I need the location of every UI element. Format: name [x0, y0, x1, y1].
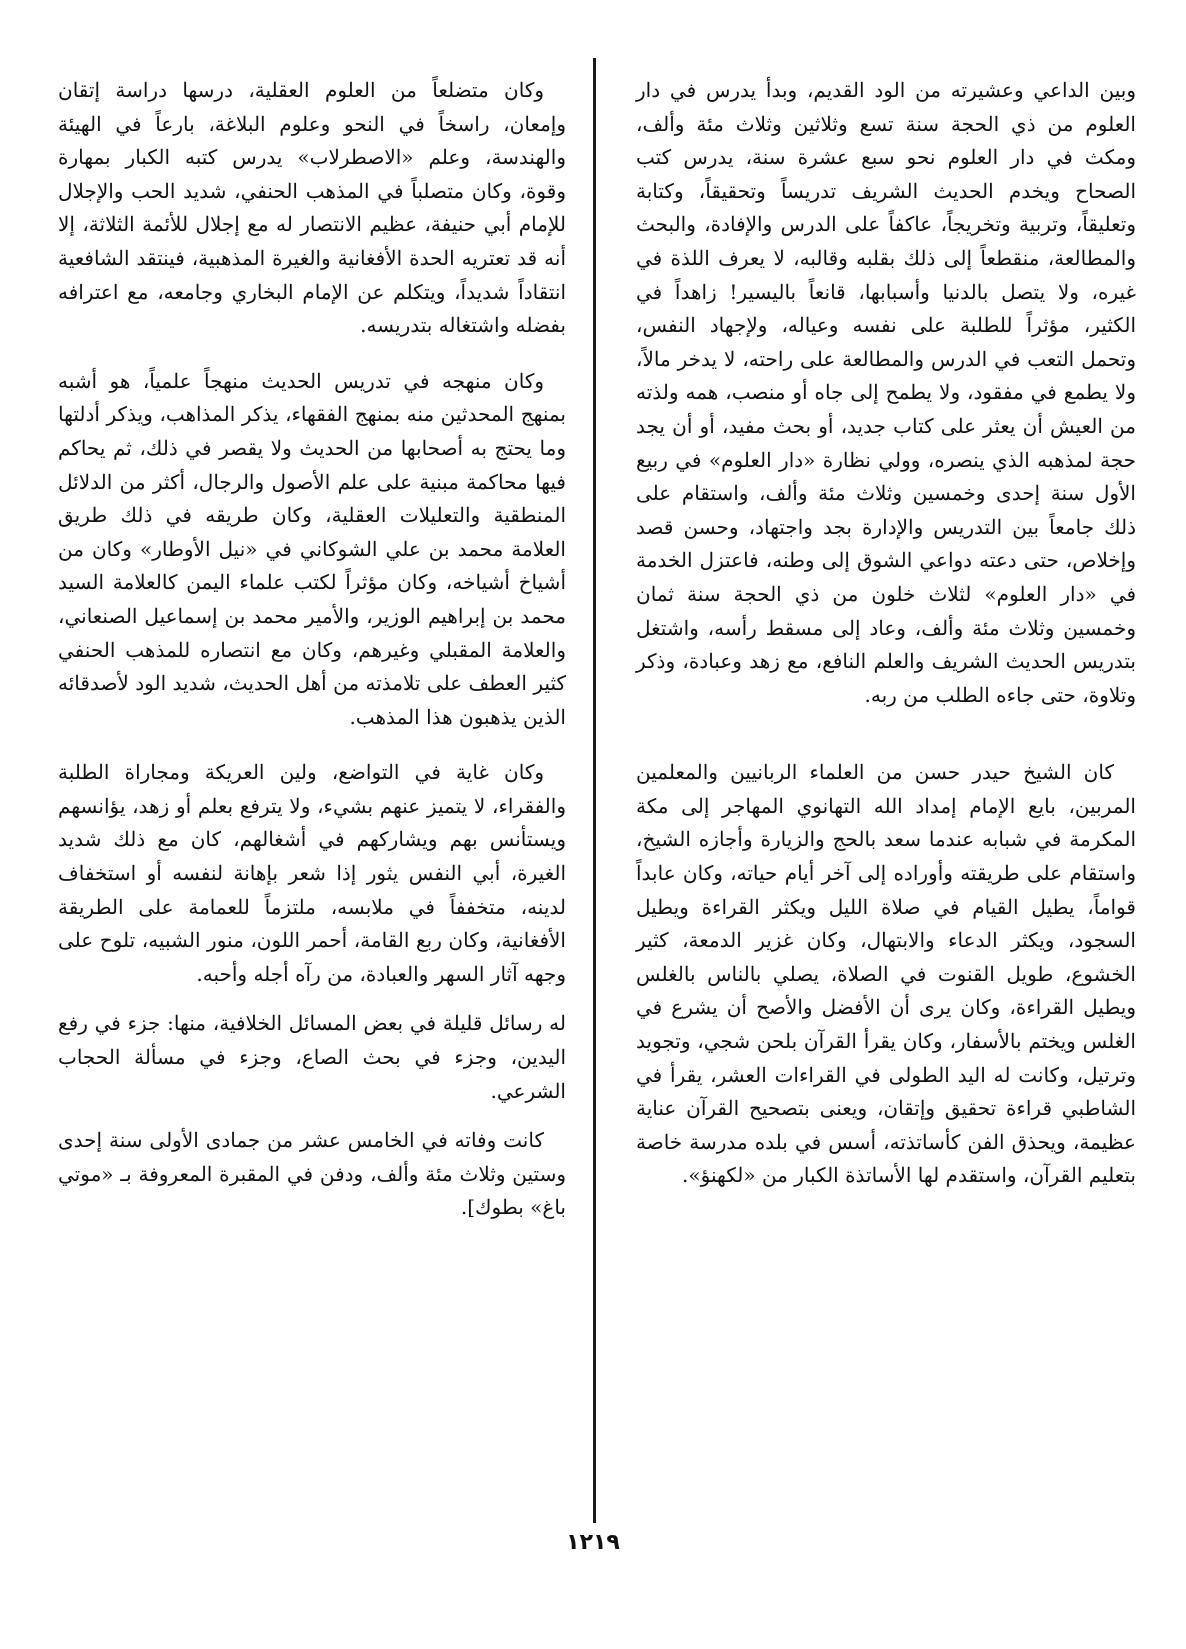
- paragraph-rational-sciences: وكان متضلعاً من العلوم العقلية، درسها دراسة إتقان وإمعان، راسخاً في النحو وعلوم البلاغة، بارعاً في الهيئة والهندسة، وعلم «الاصطرلاب» يدرس كتبه الكبار بمهارة وقوة، وكان متصلباً في المذهب الحنفي، شديد الحب والإجلال للإمام أبي حنيفة، عظيم الانتصار له مع إجلال للأئمة الثلاثة، إلا أنه قد تعتريه الحدة الأفغانية والغيرة المذهبية، فينتقد الشافعية انتقاداً شديداً، ويتكلم عن الإمام البخاري وجامعه، مع اعترافه بفضله واشتغاله بتدريسه.: [58, 78, 566, 338]
- paragraph-character: وكان غاية في التواضع، ولين العريكة ومجاراة الطلبة والفقراء، لا يتميز عنهم بشيء، ولا يترفع بعلم أو زهد، يؤانسهم ويستأنس بهم ويشاركهم في أشغالهم، كان مع ذلك شديد الغيرة، أبي النفس يثور إذا شعر بإهانة لنفسه أو استخفاف لدينه، متخففاً في ملابسه، ملتزماً للعمامة على الطريقة الأفغانية، وكان ربع القامة، أحمر اللون، منور الشبيه، تلوح على وجهه آثار السهر والعبادة، من رآه أجله وأحبه.: [58, 760, 566, 986]
- paragraph-works: له رسائل قليلة في بعض المسائل الخلافية، منها: جزء في رفع اليدين، وجزء في بحث الصاع، وجزء في مسألة الحجاب الشرعي.: [58, 1011, 566, 1103]
- paragraph-spiritual-life: كان الشيخ حيدر حسن من العلماء الربانيين والمعلمين المربين، بايع الإمام إمداد الله التهانوي المهاجر إلى مكة المكرمة في شبابه عندما سعد بالحج والزيارة وأجازه الشيخ، واستقام على طريقته وأوراده إلى آخر أيام حياته، وكان عابداً قواماً، يطيل القيام في صلاة الليل ويكثر القراءة ويطيل السجود، ويكثر الدعاء والابتهال، وكان غزير الدمعة، كثير الخشوع، طويل القنوت في الصلاة، يصلي بالناس بالغلس ويطيل القراءة، وكان يرى أن الأفضل والأصح أن يشرع في الغلس ويختم بالأسفار، وكان يقرأ القرآن بلحن شجي، وتجويد وترتيل، وكانت له اليد الطولى في القراءات العشر، يقرأ في الشاطبي قراءة تحقيق وإتقان، ويعنى بتصحيح القرآن عناية عظيمة، ويحذق الفن كأساتذته، أسس في بلده مدرسة خاصة بتعليم القرآن، واستقدم لها الأساتذة الكبار من «لكهنؤ».: [636, 760, 1136, 1188]
- paragraph-teaching-career: وبين الداعي وعشيرته من الود القديم، وبدأ يدرس في دار العلوم من ذي الحجة سنة تسع وثلاثين وثلاث مئة وألف، ومكث في دار العلوم نحو سبع عشرة سنة، يدرس كتب الصحاح ويخدم الحديث الشريف تدريساً وتحقيقاً، وكتابة وتعليقاً، وتربية وتخريجاً، عاكفاً على الدرس والإفادة، والبحث والمطالعة، منقطعاً إلى ذلك بقلبه وقالبه، لا يعرف اللذة في غيره، ولا يتصل بالدنيا وأسبابها، قانعاً باليسير! زاهداً في الكثير، مؤثراً للطلبة على نفسه وعياله، ولإجهاد النفس، وتحمل التعب في الدرس والمطالعة على راحته، لا يدخر مالاً، ولا يطمع في مفقود، ولا يطمح إلى جاه أو منصب، همه ولذته من العيش أن يعثر على كتاب جديد، أو بحث مفيد، أو أن يجد حجة لمذهبه الذي ينصره، وولي نظارة «دار العلوم» في ربيع الأول سنة إحدى وخمسين وثلاث مئة وألف، واستقام على ذلك جامعاً بين التدريس والإدارة بجد واجتهاد، وحسن قصد وإخلاص، حتى دعته دواعي الشوق إلى وطنه، فاعتزل الخدمة في «دار العلوم» لثلاث خلون من ذي الحجة سنة ثمان وخمسين وثلاث مئة وألف، وعاد إلى مسقط رأسه، واشتغل بتدريس الحديث الشريف والعلم النافع، مع زهد وعبادة، وذكر وتلاوة، حتى جاءه الطلب من ربه.: [636, 78, 1137, 707]
- left-column: [58, 74, 566, 1225]
- page-number: ١٢١٩: [566, 1530, 620, 1555]
- paragraph-hadith-method: وكان منهجه في تدريس الحديث منهجاً علمياً، هو أشبه بمنهج المحدثين منه بمنهج الفقهاء، يذكر المذاهب، ويذكر أدلتها وما يحتج به أصحابها من الحديث ولا يقصر في ذلك، ثم يحاكم فيها محاكمة مبنية على علم الأصول والرجال، أكثر من الدلائل المنطقية والتعليلات العقلية، وكان طريقه في ذلك طريق العلامة محمد بن علي الشوكاني في «نيل الأوطار» وكان من أشياخ أشياخه، وكان مؤثراً لكتب علماء اليمن كالعلامة السيد محمد بن إبراهيم الوزير، والأمير محمد بن إسماعيل الصنعاني، والعلامة المقبلي وغيرهم، وكان مع انتصاره للمذهب الحنفي كثير العطف على تلامذته من أهل الحديث، شديد الود لأصدقائه الذين يذهبون هذا المذهب.: [58, 368, 566, 729]
- right-column: [636, 74, 1136, 1193]
- column-divider: [593, 58, 596, 1523]
- paragraph-death: كانت وفاته في الخامس عشر من جمادى الأولى سنة إحدى وستين وثلاث مئة وألف، ودفن في المقبرة المعروفة بـ «موتي باغ» بطوك].: [58, 1128, 566, 1220]
